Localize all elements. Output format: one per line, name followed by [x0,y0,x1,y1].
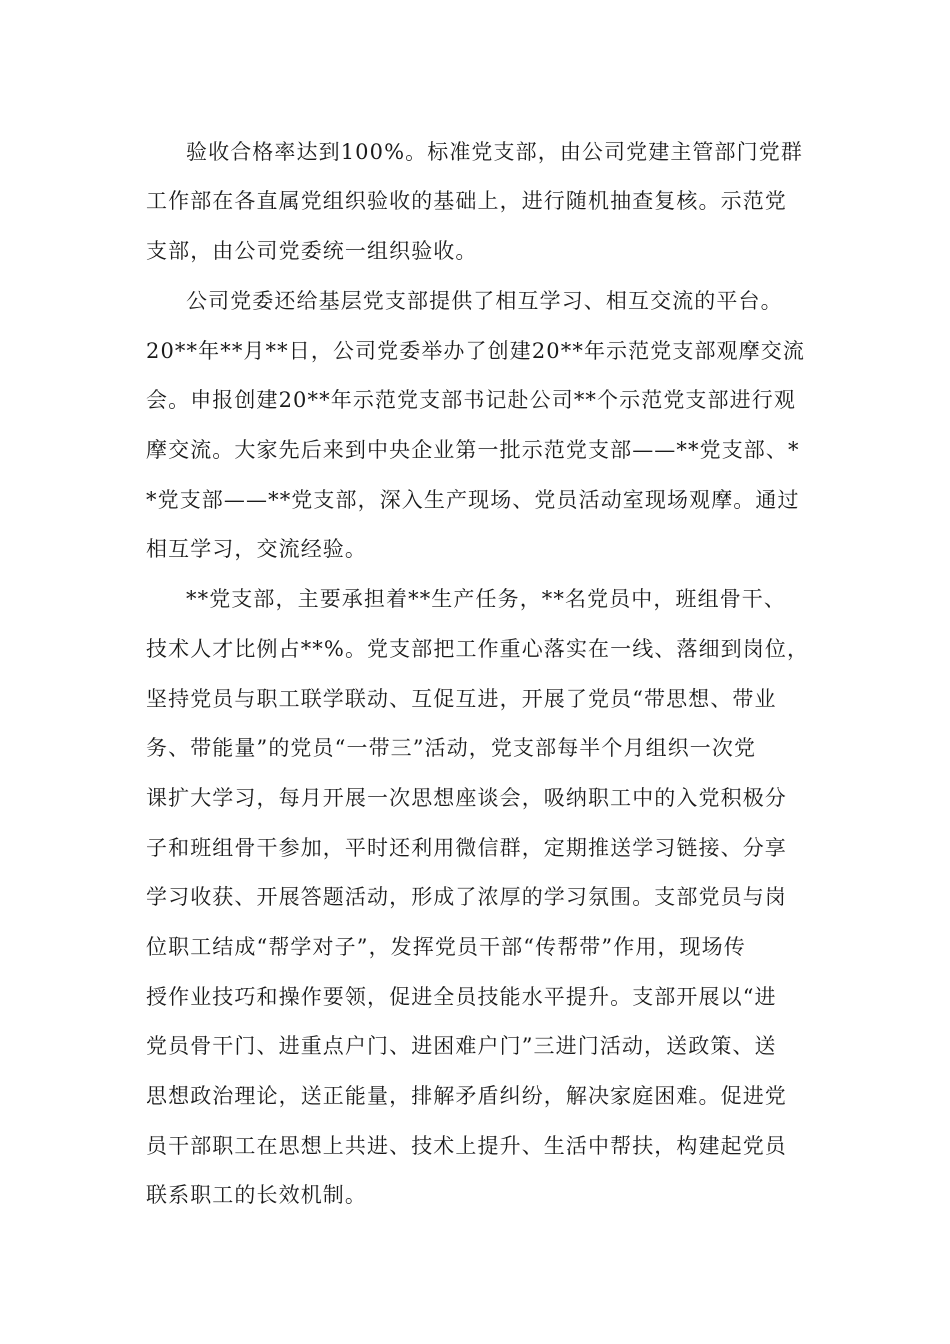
paragraph-3-line-5: 课扩大学习，每月开展一次思想座谈会，吸纳职工中的入党积极分 [146,786,787,810]
paragraph-3-line-13: 联系职工的长效机制。 [146,1183,367,1207]
paragraph-3-line-3: 坚持党员与职工联学联动、互促互进，开展了党员“带思想、带业 [146,687,777,711]
paragraph-3-line-6: 子和班组骨干参加，平时还利用微信群，定期推送学习链接、分享 [146,836,787,860]
paragraph-2-line-2: 20**年**月**日，公司党委举办了创建20**年示范党支部观摩交流 [146,339,805,363]
paragraph-1-line-3: 支部，由公司党委统一组织验收。 [146,239,478,263]
paragraph-3-line-9: 授作业技巧和操作要领，促进全员技能水平提升。支部开展以“进 [146,985,777,1009]
paragraph-3-line-11: 思想政治理论，送正能量，排解矛盾纠纷，解决家庭困难。促进党 [146,1084,787,1108]
paragraph-2-line-4: 摩交流。大家先后来到中央企业第一批示范党支部——**党支部、* [146,438,800,462]
paragraph-3-line-4: 务、带能量”的党员“一带三”活动，党支部每半个月组织一次党 [146,736,757,760]
paragraph-3-line-12: 员干部职工在思想上共进、技术上提升、生活中帮扶，构建起党员 [146,1134,787,1158]
paragraph-2-line-5: *党支部——**党支部，深入生产现场、党员活动室现场观摩。通过 [146,488,800,512]
paragraph-3-line-2: 技术人才比例占**%。党支部把工作重心落实在一线、落细到岗位， [146,637,810,661]
paragraph-2-line-1: 公司党委还给基层党支部提供了相互学习、相互交流的平台。 [186,289,783,313]
paragraph-3-line-8: 位职工结成“帮学对子”，发挥党员干部“传帮带”作用，现场传 [146,935,746,959]
paragraph-1-line-1: 验收合格率达到100%。标准党支部，由公司党建主管部门党群 [186,140,803,164]
paragraph-3-line-7: 学习收获、开展答题活动，形成了浓厚的学习氛围。支部党员与岗 [146,885,787,909]
paragraph-3-line-1: **党支部，主要承担着**生产任务，**名党员中，班组骨干、 [186,587,786,611]
paragraph-3-line-10: 党员骨干门、进重点户门、进困难户门”三进门活动，送政策、送 [146,1034,777,1058]
paragraph-1-line-2: 工作部在各直属党组织验收的基础上，进行随机抽查复核。示范党 [146,189,787,213]
paragraph-2-line-3: 会。申报创建20**年示范党支部书记赴公司**个示范党支部进行观 [146,388,796,412]
paragraph-2-line-6: 相互学习，交流经验。 [146,537,367,561]
